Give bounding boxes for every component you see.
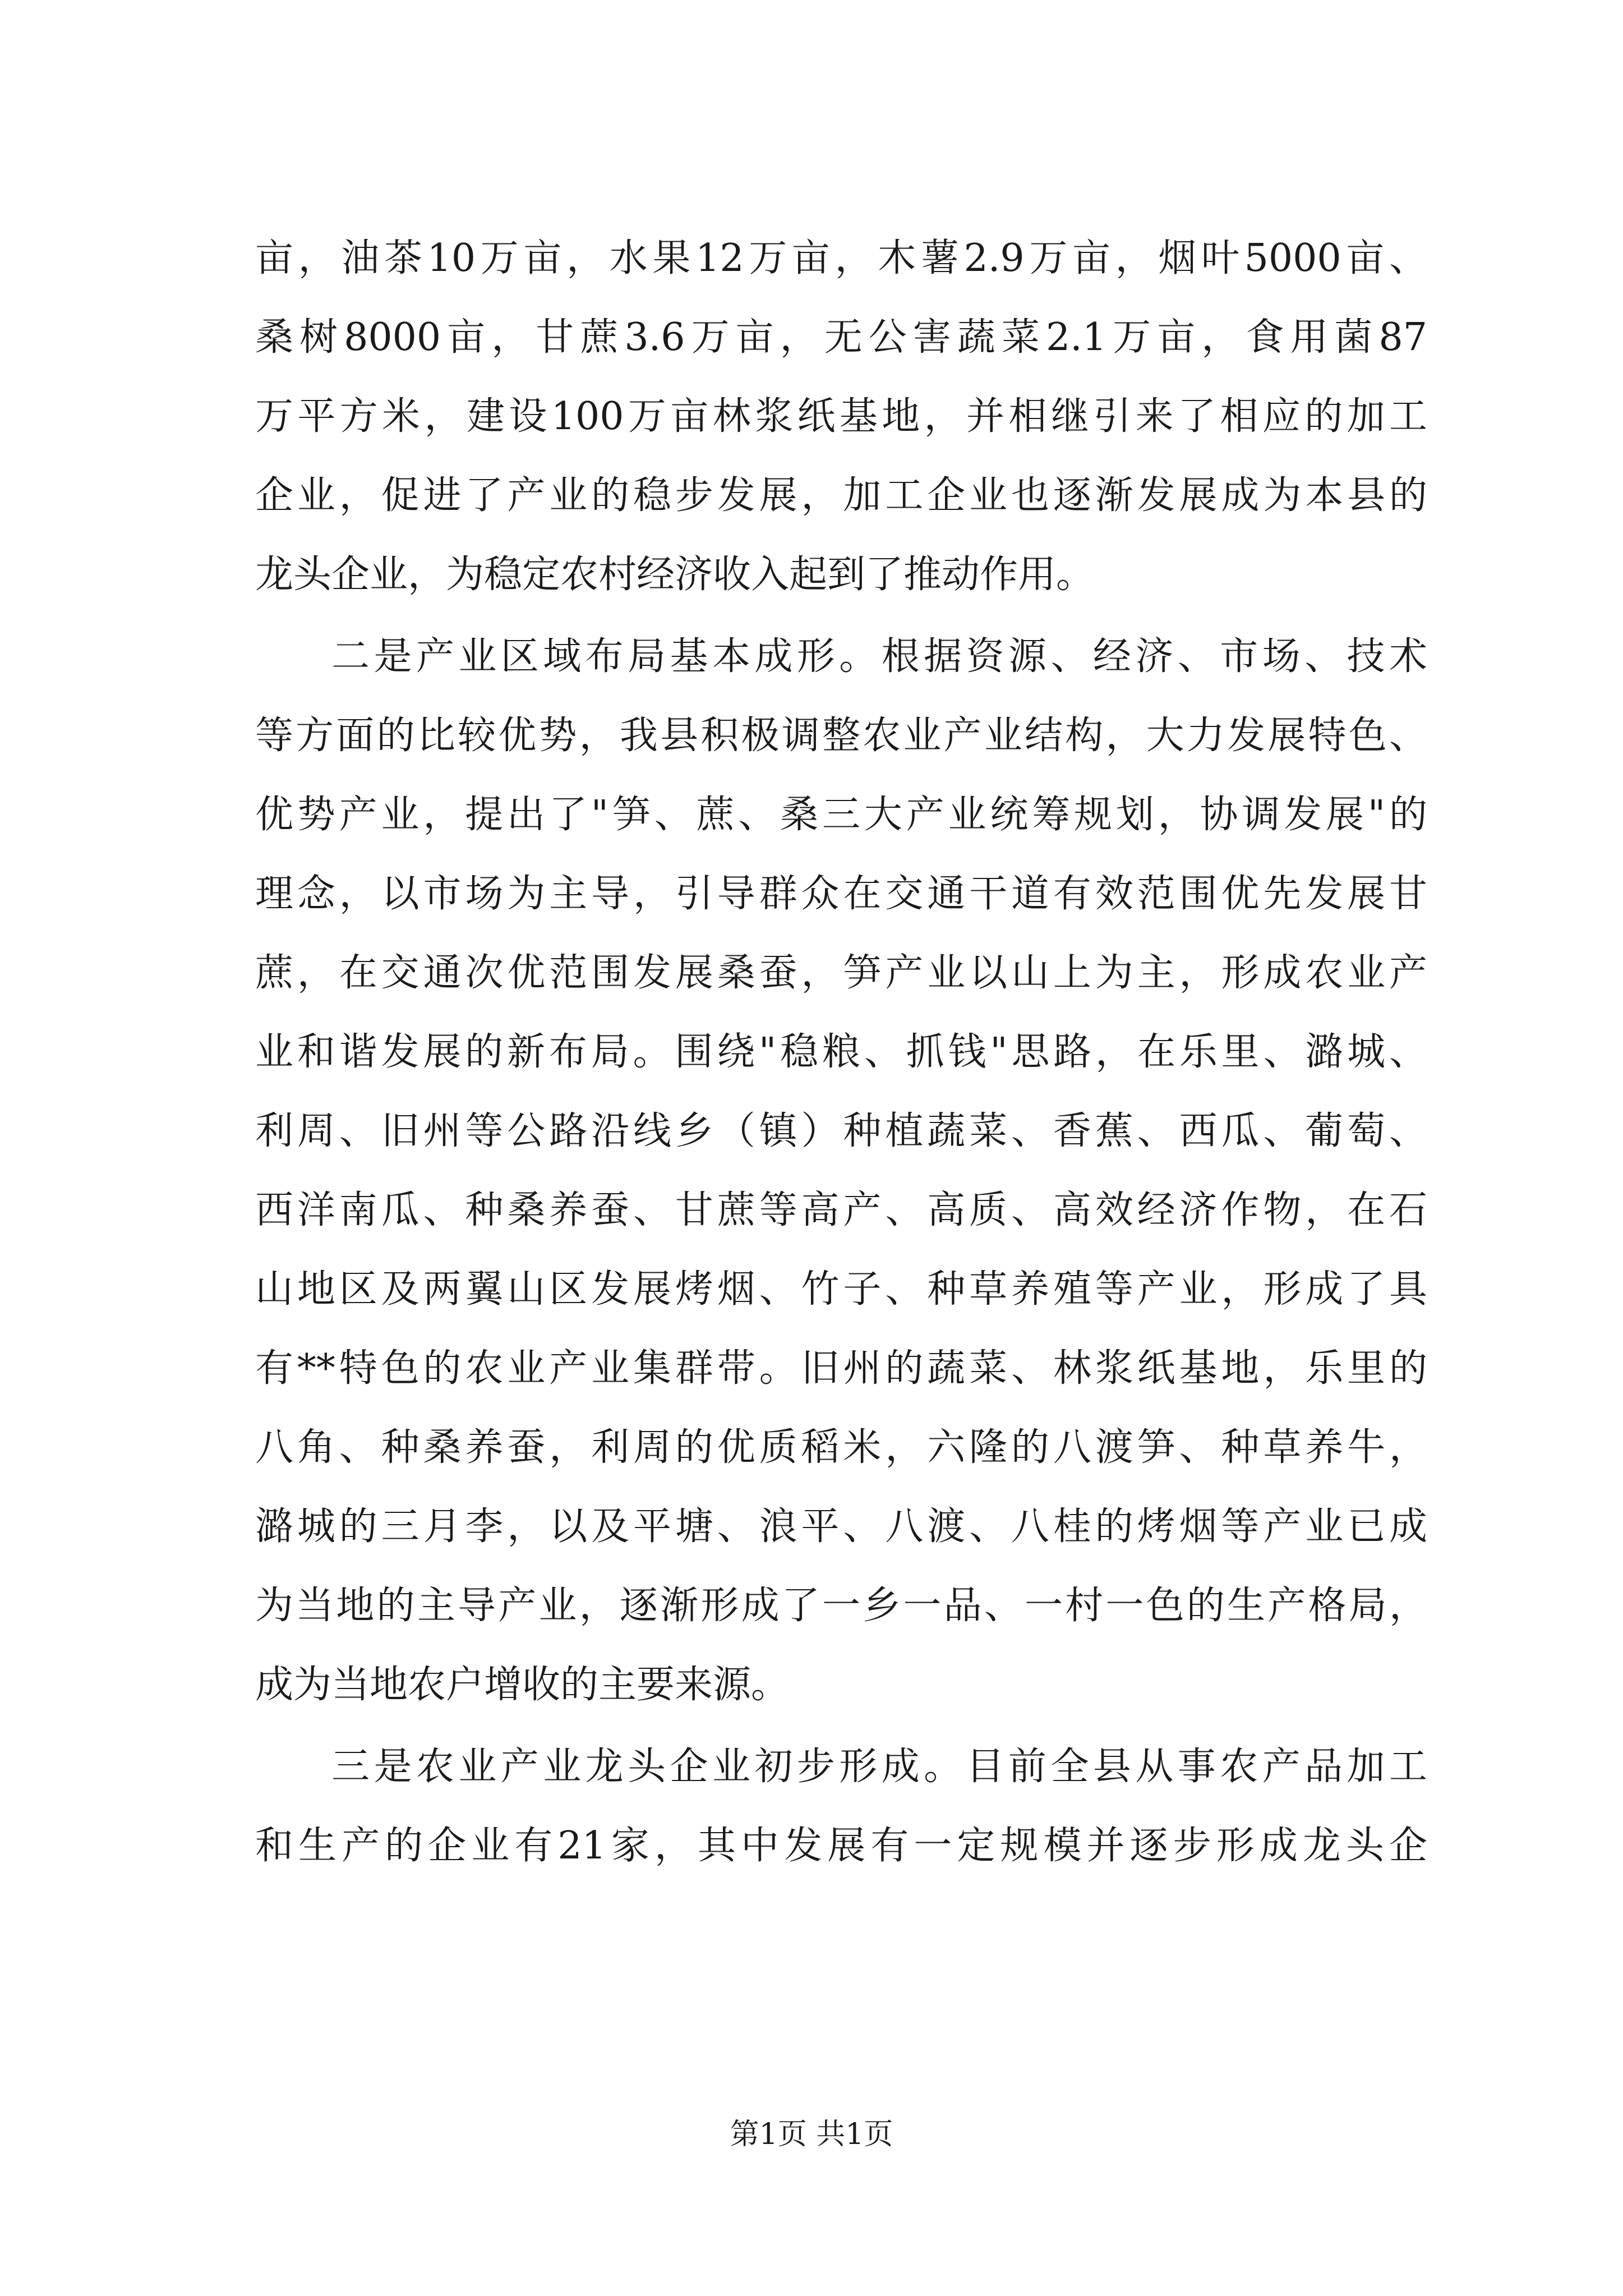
text-line: 桑树8000亩，甘蔗3.6万亩，无公害蔬菜2.1万亩，食用菌87 (255, 315, 1427, 360)
text-line: 亩，油茶10万亩，水果12万亩，木薯2.9万亩，烟叶5000亩、 (255, 236, 1427, 280)
text-line: 企业，促进了产业的稳步发展，加工企业也逐渐发展成为本县的 (255, 473, 1427, 518)
text-line: 等方面的比较优势，我县积极调整农业产业结构，大力发展特色、 (255, 714, 1427, 758)
text-line: 二是产业区域布局基本成形。根据资源、经济、市场、技术 (331, 634, 1427, 679)
text-line: 理念，以市场为主导，引导群众在交通干道有效范围优先发展甘 (255, 872, 1427, 916)
page-footer (0, 2115, 1623, 2154)
body-text (255, 219, 1427, 1885)
text-line: 成为当地农户增收的主要来源。 (255, 1663, 790, 1707)
text-line: 业和谐发展的新布局。围绕"稳粮、抓钱"思路，在乐里、潞城、 (255, 1030, 1427, 1074)
text-line: 龙头企业，为稳定农村经济收入起到了推动作用。 (255, 553, 1095, 597)
text-line: 山地区及两翼山区发展烤烟、竹子、种草养殖等产业，形成了具 (255, 1267, 1427, 1312)
text-line: 万平方米，建设100万亩林浆纸基地，并相继引来了相应的加工 (255, 394, 1427, 439)
text-line: 有**特色的农业产业集群带。旧州的蔬菜、林浆纸基地，乐里的 (255, 1346, 1427, 1391)
paragraph-3 (255, 1727, 1427, 1885)
text-line: 八角、种桑养蚕，利周的优质稻米，六隆的八渡笋、种草养牛， (255, 1425, 1427, 1470)
paragraph-2 (255, 617, 1427, 1724)
text-line: 潞城的三月李，以及平塘、浪平、八渡、八桂的烤烟等产业已成 (255, 1504, 1427, 1549)
text-line: 蔗，在交通次优范围发展桑蚕，笋产业以山上为主，形成农业产 (255, 951, 1427, 995)
text-line: 利周、旧州等公路沿线乡（镇）种植蔬菜、香蕉、西瓜、葡萄、 (255, 1109, 1427, 1153)
text-line: 优势产业，提出了"笋、蔗、桑三大产业统筹规划，协调发展"的 (255, 793, 1427, 837)
page-number-label: 第1页 共1页 (730, 2118, 893, 2151)
text-line: 为当地的主导产业，逐渐形成了一乡一品、一村一色的生产格局， (255, 1584, 1427, 1628)
text-line: 和生产的企业有21家，其中发展有一定规模并逐步形成龙头企 (255, 1824, 1427, 1868)
text-line: 西洋南瓜、种桑养蚕、甘蔗等高产、高质、高效经济作物，在石 (255, 1188, 1427, 1232)
text-line: 三是农业产业龙头企业初步形成。目前全县从事农产品加工 (331, 1745, 1427, 1789)
paragraph-1 (255, 219, 1427, 614)
